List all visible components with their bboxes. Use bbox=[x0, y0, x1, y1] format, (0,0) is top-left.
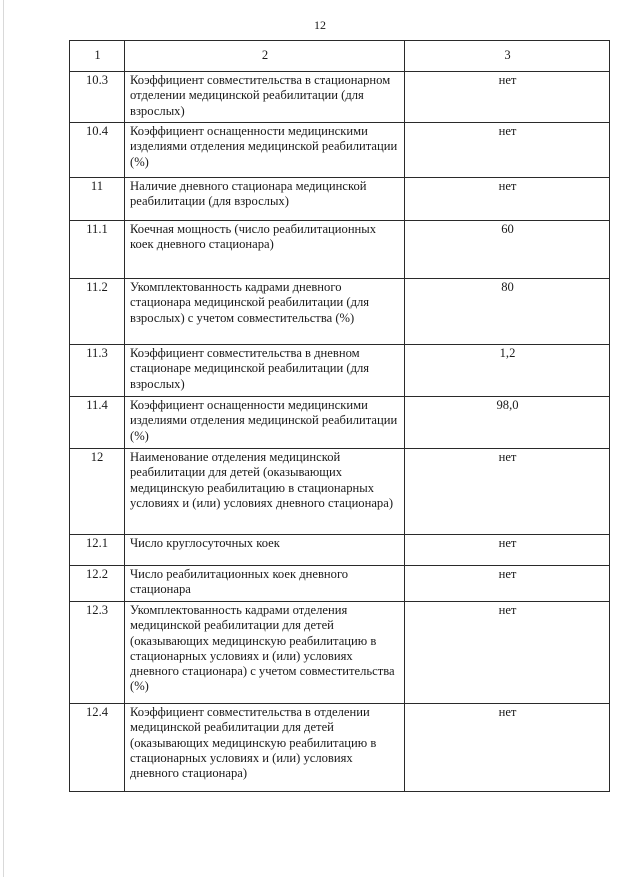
table-header-row bbox=[70, 41, 610, 72]
row-number: 11.1 bbox=[70, 221, 125, 279]
row-indicator: Число реабилитационных коек дневного стационара bbox=[125, 566, 405, 602]
row-value: нет bbox=[405, 72, 610, 123]
row-indicator: Коэффициент оснащенности медицинскими изделиями отделения медицинской реабилитации (%) bbox=[125, 397, 405, 449]
row-number: 12.4 bbox=[70, 704, 125, 792]
row-value: нет bbox=[405, 123, 610, 178]
row-value: нет bbox=[405, 178, 610, 221]
row-number: 12.1 bbox=[70, 535, 125, 566]
table-row bbox=[70, 72, 610, 123]
row-indicator: Коэффициент совместительства в дневном стационаре медицинской реабилитации (для взрослых) bbox=[125, 345, 405, 397]
row-number: 11 bbox=[70, 178, 125, 221]
row-number: 12.3 bbox=[70, 602, 125, 704]
table-row bbox=[70, 449, 610, 535]
row-number: 11.4 bbox=[70, 397, 125, 449]
row-indicator: Коэффициент совместительства в отделении медицинской реабилитации для детей (оказывающих медицинскую реабилитацию в стационарных условиях и (или) условиях дневного стационара) bbox=[125, 704, 405, 792]
table-row bbox=[70, 123, 610, 178]
row-value: 60 bbox=[405, 221, 610, 279]
row-number: 12.2 bbox=[70, 566, 125, 602]
table-row bbox=[70, 397, 610, 449]
table-row bbox=[70, 602, 610, 704]
header-cell-number: 1 bbox=[70, 41, 125, 72]
row-value: 98,0 bbox=[405, 397, 610, 449]
row-indicator: Укомплектованность кадрами дневного стационара медицинской реабилитации (для взрослых) с учетом совместительства (%) bbox=[125, 279, 405, 345]
row-number: 10.3 bbox=[70, 72, 125, 123]
table-row bbox=[70, 704, 610, 792]
row-number: 11.3 bbox=[70, 345, 125, 397]
table-row bbox=[70, 221, 610, 279]
scan-edge-line bbox=[3, 0, 4, 877]
header-cell-indicator: 2 bbox=[125, 41, 405, 72]
row-value: нет bbox=[405, 535, 610, 566]
row-number: 11.2 bbox=[70, 279, 125, 345]
row-indicator: Коэффициент оснащенности медицинскими изделиями отделения медицинской реабилитации (%) bbox=[125, 123, 405, 178]
row-indicator: Наименование отделения медицинской реабилитации для детей (оказывающих медицинскую реабилитацию в стационарных условиях и (или) условиях дневного стационара) bbox=[125, 449, 405, 535]
table-row bbox=[70, 178, 610, 221]
header-cell-value: 3 bbox=[405, 41, 610, 72]
row-value: 1,2 bbox=[405, 345, 610, 397]
row-indicator: Наличие дневного стационара медицинской реабилитации (для взрослых) bbox=[125, 178, 405, 221]
row-indicator: Число круглосуточных коек bbox=[125, 535, 405, 566]
indicators-table bbox=[69, 40, 610, 792]
row-indicator: Укомплектованность кадрами отделения медицинской реабилитации для детей (оказывающих медицинскую реабилитацию в стационарных условиях и (или) условиях дневного стационара) с учетом совместительства (%) bbox=[125, 602, 405, 704]
table-row bbox=[70, 279, 610, 345]
row-indicator: Коечная мощность (число реабилитационных коек дневного стационара) bbox=[125, 221, 405, 279]
row-value: нет bbox=[405, 566, 610, 602]
table-row bbox=[70, 566, 610, 602]
row-value: 80 bbox=[405, 279, 610, 345]
row-number: 10.4 bbox=[70, 123, 125, 178]
table-row bbox=[70, 535, 610, 566]
table-row bbox=[70, 345, 610, 397]
row-indicator: Коэффициент совместительства в стационарном отделении медицинской реабилитации (для взрослых) bbox=[125, 72, 405, 123]
page-number: 12 bbox=[314, 18, 326, 32]
row-value: нет bbox=[405, 704, 610, 792]
row-value: нет bbox=[405, 449, 610, 535]
row-number: 12 bbox=[70, 449, 125, 535]
row-value: нет bbox=[405, 602, 610, 704]
